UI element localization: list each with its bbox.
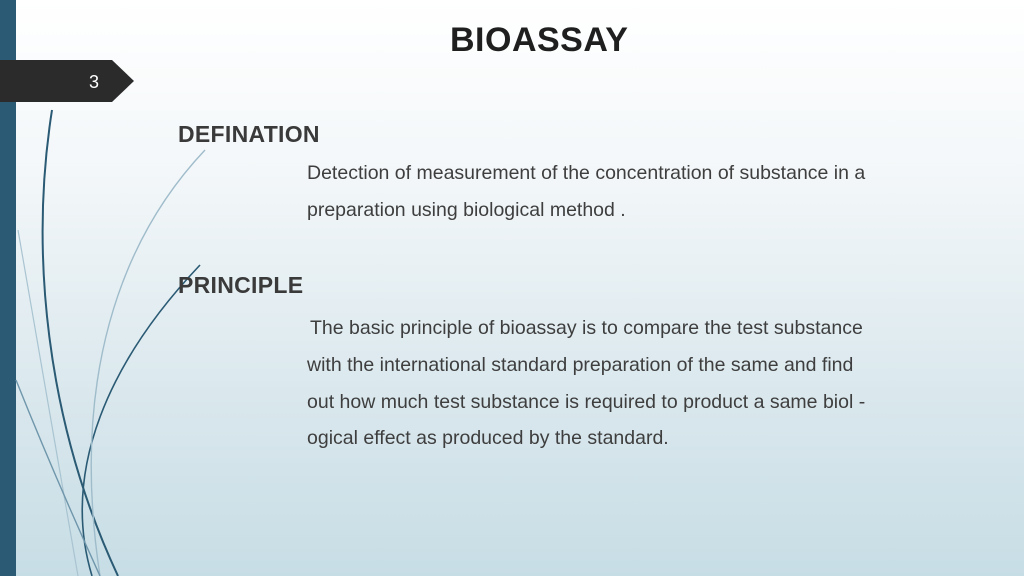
definition-text-line: Detection of measurement of the concentration of substance in a <box>307 162 866 184</box>
decorative-curve <box>43 110 118 576</box>
principle-text-line: The basic principle of bioassay is to compare the test substance <box>310 317 863 339</box>
decorative-curve <box>91 150 205 576</box>
slide-number-badge <box>0 60 134 102</box>
principle-text-line: with the international standard preparation of the same and find <box>307 354 854 376</box>
principle-heading: PRINCIPLE <box>178 272 304 298</box>
principle-text-line: ogical effect as produced by the standard. <box>307 427 669 449</box>
principle-text-line: out how much test substance is required to product a same biol - <box>307 391 866 413</box>
decorative-curve <box>82 265 200 576</box>
slide-title: BIOASSAY <box>450 21 629 59</box>
definition-heading: DEFINATION <box>178 121 320 147</box>
definition-text-line: preparation using biological method . <box>307 199 626 221</box>
decorative-curve <box>16 380 100 576</box>
decorative-curve <box>18 230 78 576</box>
slide-number: 3 <box>89 72 100 92</box>
